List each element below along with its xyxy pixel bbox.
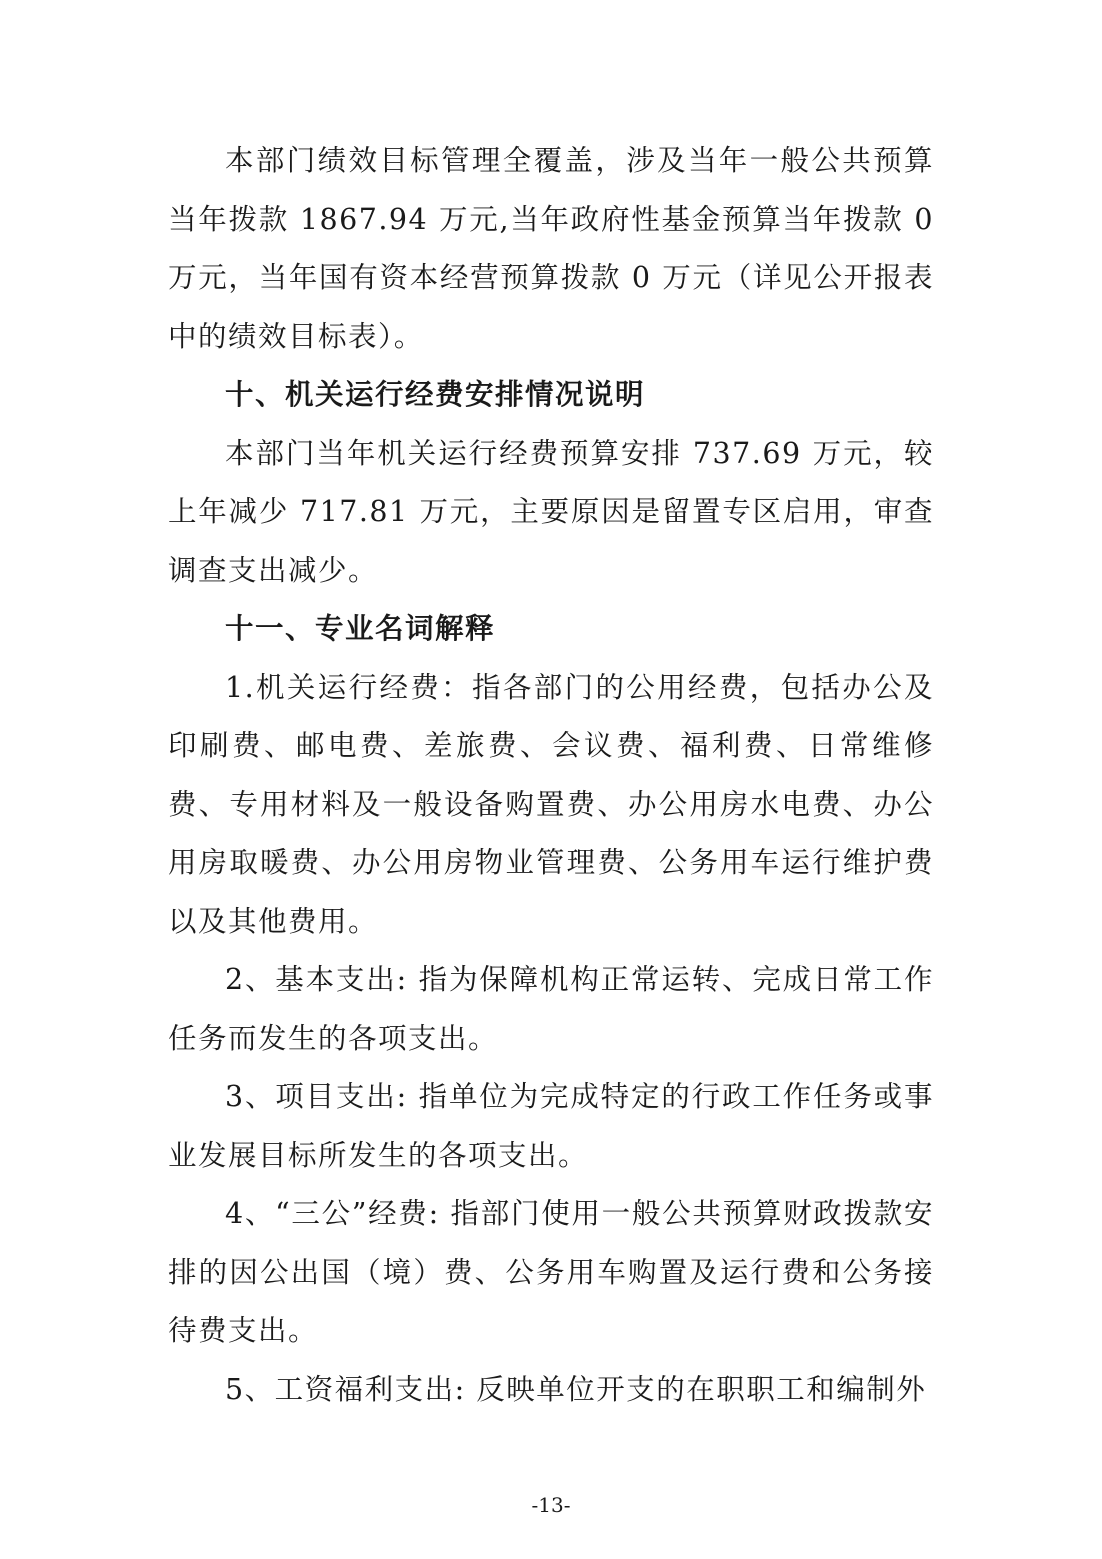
page-number: -13- bbox=[531, 1493, 571, 1517]
performance-target-paragraph: 本部门绩效目标管理全覆盖，涉及当年一般公共预算当年拨款 1867.94 万元,当年政府性基金预算当年拨款 0 万元，当年国有资本经营预算拨款 0 万元（详见公开报表中的绩效目标表）。 bbox=[168, 144, 934, 353]
term-definition-4: 4、“三公”经费: 指部门使用一般公共预算财政拨款安排的因公出国（境）费、公务用车购置及运行费和公务接待费支出。 bbox=[168, 1197, 934, 1347]
section-heading-10: 十、机关运行经费安排情况说明 bbox=[225, 378, 646, 411]
operating-expenses-paragraph: 本部门当年机关运行经费预算安排 737.69 万元，较上年减少 717.81 万元，主要原因是留置专区启用，审查调查支出减少。 bbox=[168, 436, 934, 587]
document-body bbox=[168, 132, 934, 1419]
term-definition-1: 1.机关运行经费：指各部门的公用经费，包括办公及印刷费、邮电费、差旅费、会议费、福利费、日常维修费、专用材料及一般设备购置费、办公用房水电费、办公用房取暖费、办公用房物业管理费、公务用车运行维护费以及其他费用。 bbox=[168, 670, 934, 938]
term-definition-5: 5、工资福利支出: 反映单位开支的在职职工和编制外 bbox=[225, 1372, 927, 1406]
section-heading-11: 十一、专业名词解释 bbox=[225, 612, 496, 645]
term-definition-3: 3、项目支出: 指单位为完成特定的行政工作任务或事业发展目标所发生的各项支出。 bbox=[168, 1080, 934, 1172]
term-definition-2: 2、基本支出: 指为保障机构正常运转、完成日常工作任务而发生的各项支出。 bbox=[168, 963, 934, 1055]
